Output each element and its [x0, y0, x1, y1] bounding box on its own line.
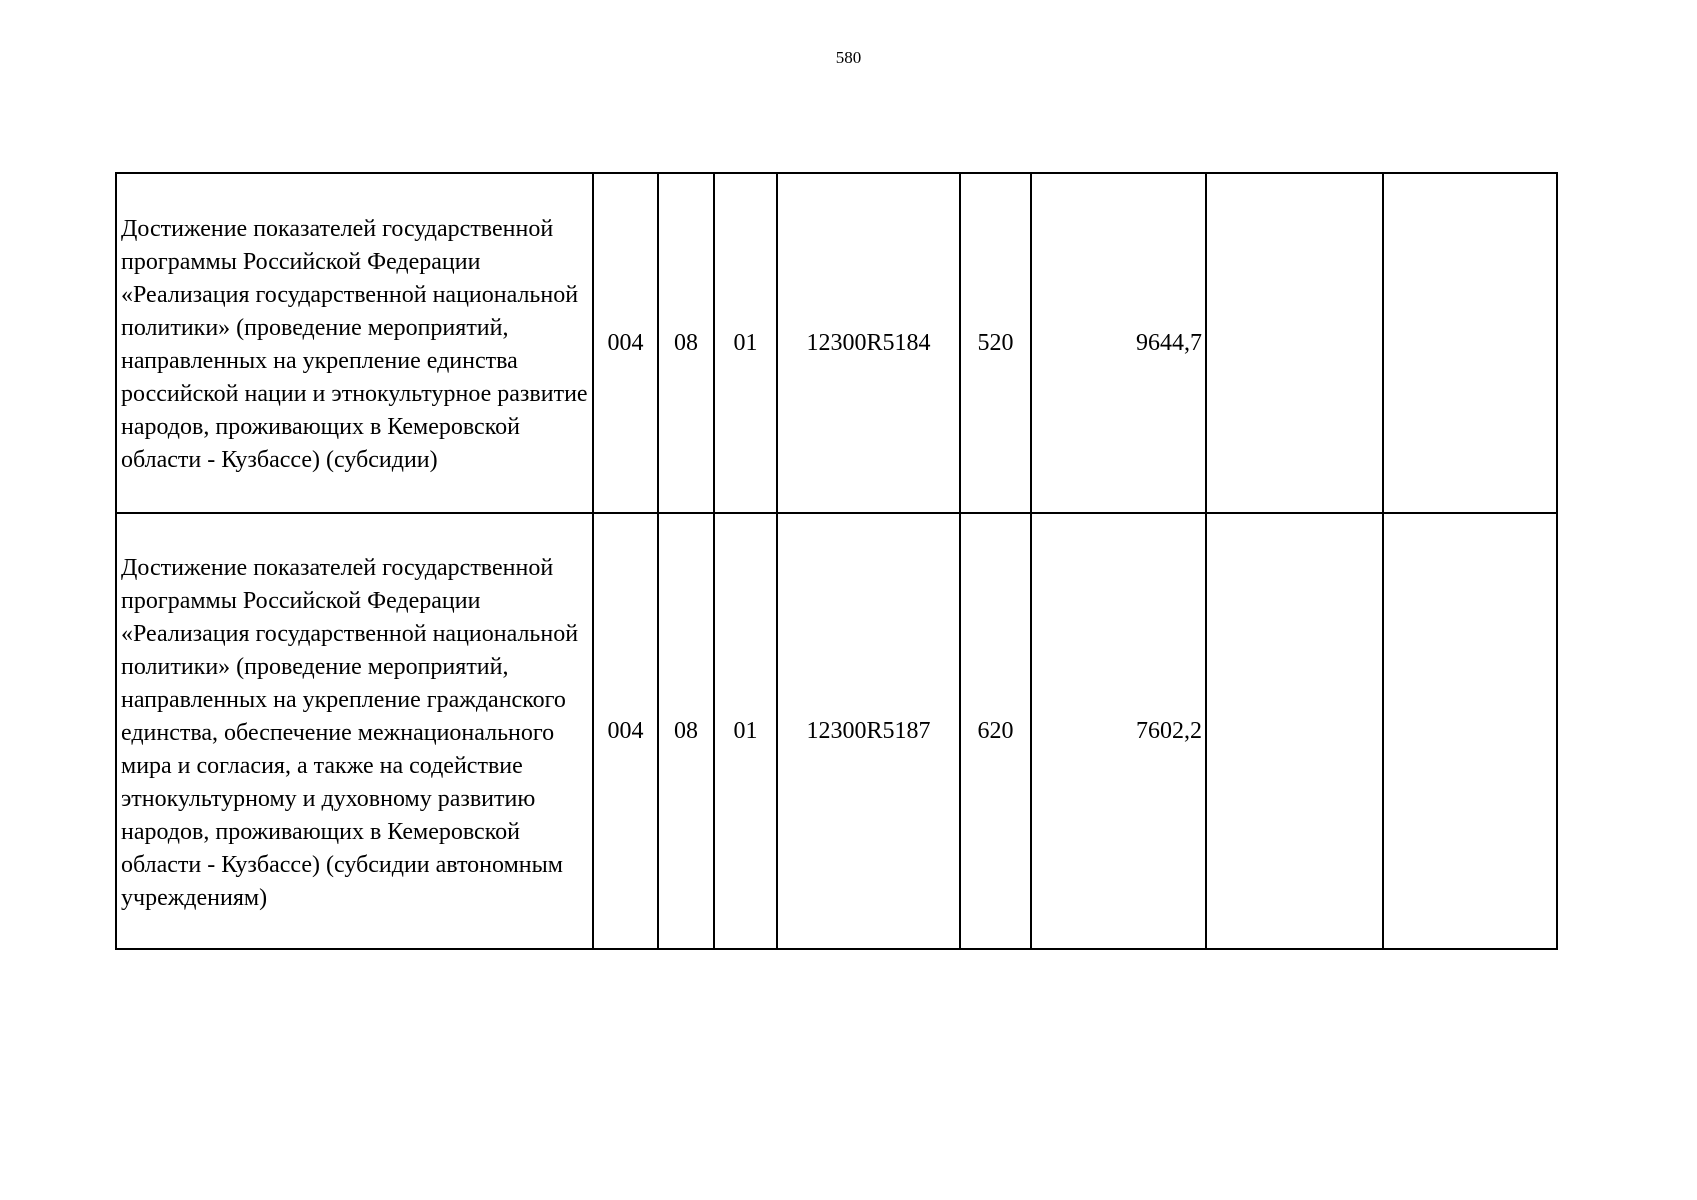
- amount-cell: 7602,2: [1031, 513, 1206, 949]
- amount-cell-2: [1206, 513, 1383, 949]
- table-row: [116, 173, 1557, 513]
- target-article-code: 12300R5184: [777, 173, 960, 513]
- subsection-code: 01: [714, 513, 777, 949]
- target-article-code: 12300R5187: [777, 513, 960, 949]
- amount-cell-2: [1206, 173, 1383, 513]
- row-description: Достижение показателей государственной программы Российской Федерации «Реализация государственной национальной политики» (проведение мероприятий, направленных на укрепление гражданского единства, обеспечение межнационального мира и согласия, а также на содействие этнокультурному и духовному развитию народов, проживающих в Кемеровской области - Кузбассе) (субсидии автономным учреждениям): [116, 513, 593, 949]
- expense-type-code: 620: [960, 513, 1031, 949]
- amount-cell-3: [1383, 173, 1557, 513]
- amount-cell: 9644,7: [1031, 173, 1206, 513]
- row-description: Достижение показателей государственной программы Российской Федерации «Реализация государственной национальной политики» (проведение мероприятий, направленных на укрепление единства российской нации и этнокультурное развитие народов, проживающих в Кемеровской области - Кузбассе) (субсидии): [116, 173, 593, 513]
- amount-cell-3: [1383, 513, 1557, 949]
- section-code: 08: [658, 513, 714, 949]
- ministry-code: 004: [593, 173, 658, 513]
- section-code: 08: [658, 173, 714, 513]
- budget-table: [115, 172, 1558, 950]
- ministry-code: 004: [593, 513, 658, 949]
- page-number: 580: [835, 48, 862, 67]
- expense-type-code: 520: [960, 173, 1031, 513]
- table-row: [116, 513, 1557, 949]
- subsection-code: 01: [714, 173, 777, 513]
